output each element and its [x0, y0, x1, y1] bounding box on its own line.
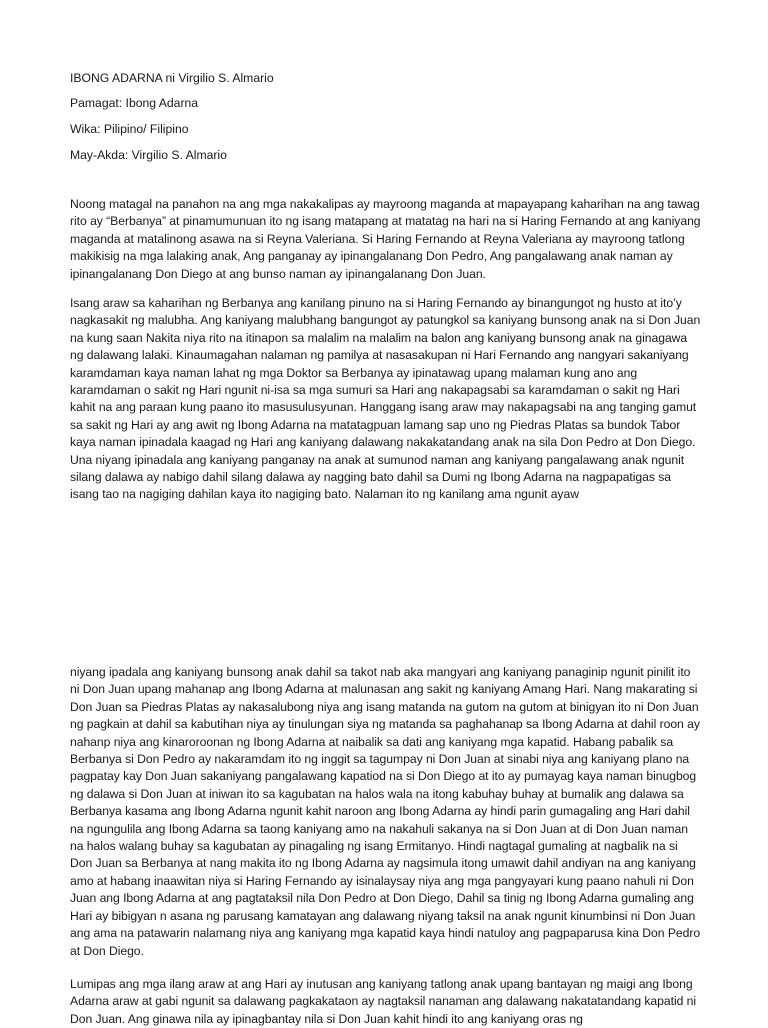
- wika-line: Wika: Pilipino/ Filipino: [70, 122, 189, 136]
- paragraph-4-block: [70, 976, 702, 1028]
- paragraph-2-block: [70, 295, 702, 504]
- paragraph: Lumipas ang mga ilang araw at ang Hari ay inutusan ang kaniyang tatlong anak upang bantayan ng maigi ang Ibong Adarna araw at gabi ngunit sa dalawang pagkakataon ay nagtaksil nanaman ang dalawang nakatatandang kapatid ni Don Juan. Ang ginawa nila ay ipinagbantay nila si Don Juan kahit hindi ito ang kaniyang oras ng: [70, 977, 697, 1026]
- paragraph: Noong matagal na panahon na ang mga nakakalipas ay mayroong maganda at mapayapang kaharihan na ang tawag rito ay “Berbanya” at pinamumunuan ito ng isang matapang at matatag na hari na si Haring Fernando at ang kaniyang maganda at matalinong asawa na si Reyna Valeriana. Si Haring Fernando at Reyna Valeriana ay mayroong tatlong makikisig na mga lalaking anak, Ang panganay ay ipinangalanang Don Pedro, Ang pangalawang anak naman ay ipinangalanang Don Diego at ang bunso naman ay ipinangalanang Don Juan.: [70, 197, 701, 281]
- document-title-line: IBONG ADARNA ni Virgilio S. Almario: [70, 71, 274, 85]
- paragraph: niyang ipadala ang kaniyang bunsong anak dahil sa takot nab aka mangyari ang kaniyang panaginip ngunit pinilit ito ni Don Juan upang mahanap ang Ibong Adarna at malunasan ang sakit ng kaniyang Amang Hari. Nang makarating si Don Juan sa Piedras Platas ay nakasalubong niya ang isang matanda na gutom na gutom at binigyan ito ni Don Juan ng pagkain at dahil sa kabutihan niya ay tinulungan siya ng matanda sa paghahanap sa Ibong Adarna at dahil roon ay nahanp niya ang kinaroroonan ng Ibong Adarna at naibalik sa dati ang kaniyang mga kapatid. Habang pabalik sa Berbanya si Don Pedro ay nakaramdam ito ng inggit sa tagumpay ni Don Juan at sinabi niya ang kaniyang plano na pagpatay kay Don Juan sakaniyang pangalawang kapatiod na si Don Diego at ito ay pumayag kaya naman binugbog ng dalawa si Don Juan at iniwan ito sa kagubatan na halos wala na itong kabuhay buhay at bumalik ang dalawa sa Berbanya kasama ang Ibong Adarna ngunit kahit naroon ang Ibong Adarna ay hindi parin gumagaling ang Hari dahil na ngungulila ang Ibong Adarna sa taong kaniyang amo na nakahuli sakanya na si Don Juan at di Don Juan naman na halos walang buhay sa kagubatan ay pinagaling ng isang Ermitanyo. Hindi nagtagal gumaling at nagbalik na si Don Juan sa Berbanya at nang makita ito ng Ibong Adarna ay nagsimula itong umawit dahil andiyan na ang kaniyang amo at habang inaawitan niya si Haring Fernando ay isinalaysay niya ang mga pangyayari kung paano nahuli ni Don Juan ang Ibong Adarna at ang pagtataksil nila Don Pedro at Don Diego, Dahil sa tinig ng Ibong Adarna gumaling ang Hari ay bibigyan n asana ng parusang kamatayan ang dalawang niyang taksil na anak ngunit kinumbinsi ni Don Juan ang ama na patawarin nalamang niya ang kaniyang mga kapatid kaya hindi natuloy ang pagpaparusa kina Don Pedro at Don Diego.: [70, 665, 701, 958]
- paragraph: Isang araw sa kaharihan ng Berbanya ang kanilang pinuno na si Haring Fernando ay binangungot ng husto at ito’y nagkasakit ng malubha. Ang kaniyang malubhang bangungot ay patungkol sa kaniyang bunsong anak na si Don Juan na kung saan Nakita niya rito na itinapon sa malalim na malalim na balon ang kaniyang bunsong anak na ginagawa ng dalawang lalaki. Kinaumagahan nalaman ng pamilya at nasasakupan ni Hari Fernando ang nangyari sakaniyang karamdaman kaya naman lahat ng mga Doktor sa Berbanya ay ipinatawag upang malaman kung ano ang karamdaman o sakit ng Hari ngunit ni-isa sa mga sumuri sa Hari ang nakapagsabi sa karamdaman o sakit ng Hari kahit na ang paraan kung paano ito masusulusyunan. Hanggang isang araw may nakapagsabi na ang tanging gamut sa sakit ng Hari ay ang awit ng Ibong Adarna na matatagpuan lamang sap uno ng Piedras Platas sa bundok Tabor kaya naman ipinadala kaagad ng Hari ang kaniyang dalawang nakakatandang anak na sila Don Pedro at Don Diego. Una niyang ipinadala ang kaniyang panganay na anak at sumunod naman ang kaniyang pangalawang anak ngunit silang dalawa ay nabigo dahil silang dalawa ay nagging bato dahil sa Dumi ng Ibong Adarna na nagpapatigas sa isang tao na nagiging dahilan kaya ito nagiging bato. Nalaman ito ng kanilang ama ngunit ayaw: [70, 296, 701, 502]
- paragraph-3-block: [70, 664, 702, 960]
- pamagat-line: Pamagat: Ibong Adarna: [70, 96, 199, 110]
- paragraph-1-block: [70, 196, 702, 283]
- may-akda-line: May-Akda: Virgilio S. Almario: [70, 148, 227, 162]
